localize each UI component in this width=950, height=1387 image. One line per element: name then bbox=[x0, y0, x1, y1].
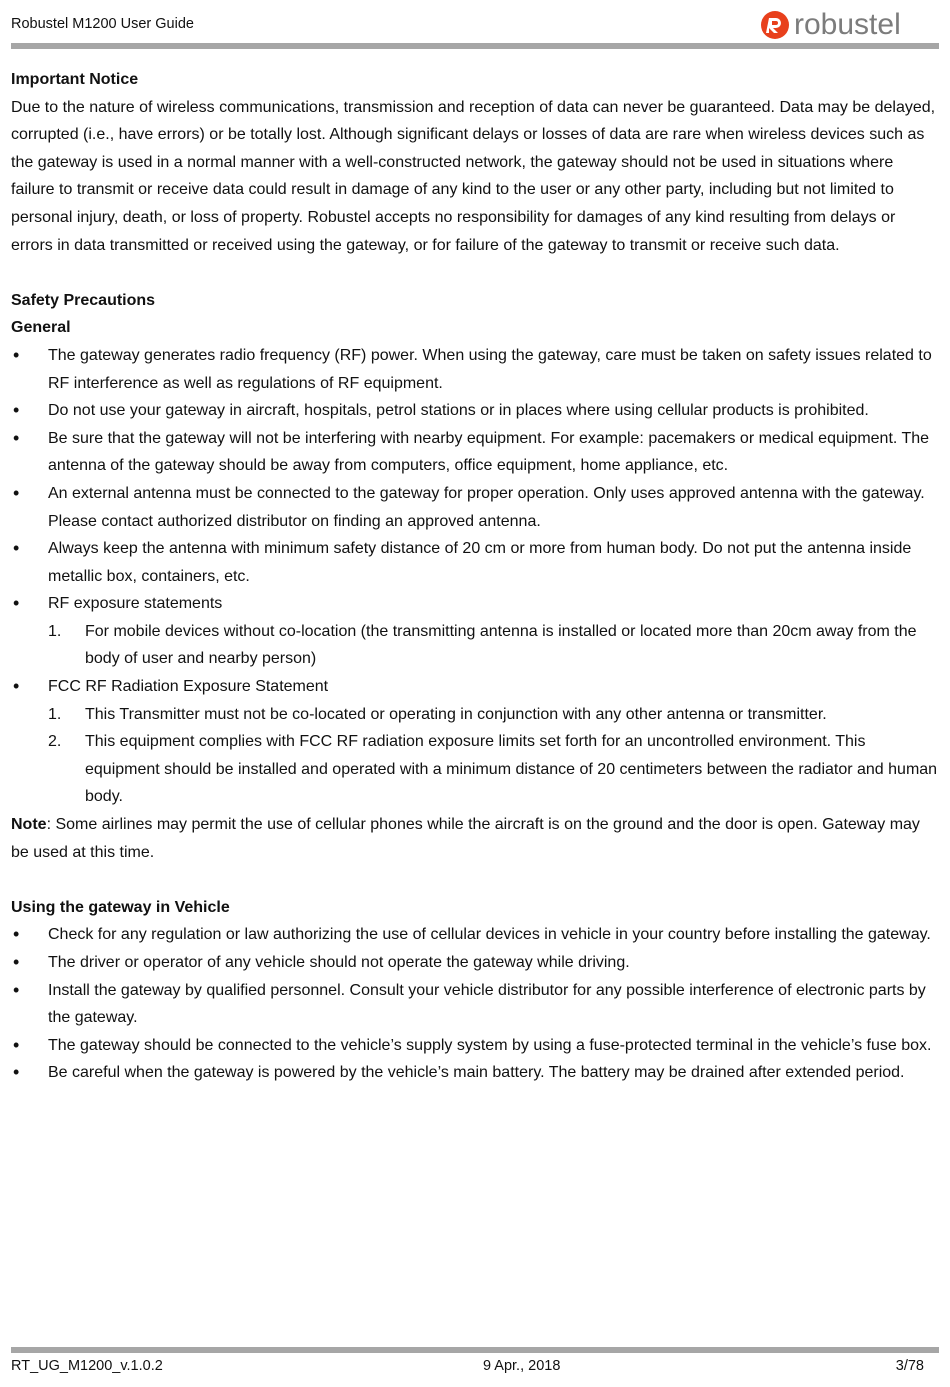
rf-exposure-heading: • RF exposure statements bbox=[48, 595, 223, 613]
important-notice-text: Due to the nature of wireless communications, transmission and reception of data can never be guaranteed. Data may be delayed, corrupted (i.e., have errors) or be totally lost. Although significant delays or losses of data are rare when wireless devices such as the gateway is used in a normal manner with a well-constructed network, the gateway should not be used in situations where failure to transmit or receive data could result in damage of any kind to the user or any other party, including but not limited to personal injury, death, or loss of property. Robustel accepts no responsibility for damages of any kind resulting from delays or errors in data transmitted or received using the gateway, or for failure of the gateway to transmit or receive such data. bbox=[11, 98, 936, 254]
fcc-statement-list bbox=[48, 701, 939, 811]
logo-text: robustel bbox=[794, 8, 901, 41]
footer-doc-id: RT_UG_M1200_v.1.0.2 bbox=[11, 1358, 163, 1374]
footer-date: 9 Apr., 2018 bbox=[483, 1358, 561, 1374]
general-subheading: General bbox=[11, 319, 71, 337]
safety-precautions-heading: Safety Precautions bbox=[11, 291, 156, 309]
robustel-logo bbox=[760, 8, 901, 42]
list-item: • The gateway generates radio frequency (RF) power. When using the gateway, care must be taken on safety issues related to RF interference as well as regulations of RF equipment. bbox=[11, 342, 939, 397]
fcc-statement-item bbox=[11, 673, 939, 811]
robustel-logo-icon bbox=[760, 10, 790, 40]
header-divider bbox=[11, 43, 939, 49]
rf-exposure-list bbox=[48, 618, 939, 673]
page-content bbox=[11, 66, 939, 1087]
important-notice-heading: Important Notice bbox=[11, 71, 139, 88]
list-item: • Be careful when the gateway is powered by the vehicle’s main battery. The battery may be drained after extended period. bbox=[11, 1059, 939, 1087]
list-item: 1. For mobile devices without co-location (the transmitting antenna is installed or located more than 20cm away from the body of user and nearby person) bbox=[48, 622, 917, 668]
vehicle-heading: Using the gateway in Vehicle bbox=[11, 898, 230, 916]
list-item: • Always keep the antenna with minimum safety distance of 20 cm or more from human body. Do not put the antenna inside metallic box, containers, etc. bbox=[11, 535, 939, 590]
list-item: • Check for any regulation or law authorizing the use of cellular devices in vehicle in your country before installing the gateway. bbox=[11, 921, 939, 949]
list-item: • The driver or operator of any vehicle should not operate the gateway while driving. bbox=[11, 949, 939, 977]
list-item: • An external antenna must be connected to the gateway for proper operation. Only uses approved antenna with the gateway. Please contact authorized distributor on finding an approved antenna. bbox=[11, 480, 939, 535]
list-item: 1. This Transmitter must not be co-located or operating in conjunction with any other antenna or transmitter. bbox=[48, 705, 827, 723]
list-item: • Be sure that the gateway will not be interfering with nearby equipment. For example: pacemakers or medical equipment. The antenna of the gateway should be away from computers, office equipment, home appliance, etc. bbox=[11, 425, 939, 480]
fcc-statement-heading: • FCC RF Radiation Exposure Statement bbox=[48, 678, 329, 696]
list-item: • Install the gateway by qualified personnel. Consult your vehicle distributor for any possible interference of electronic parts by the gateway. bbox=[11, 977, 939, 1032]
list-item: • Do not use your gateway in aircraft, hospitals, petrol stations or in places where using cellular products is prohibited. bbox=[11, 397, 939, 425]
general-bullet-list bbox=[11, 342, 939, 811]
footer-page-number: 3/78 bbox=[895, 1358, 924, 1374]
list-item: • The gateway should be connected to the vehicle’s supply system by using a fuse-protected terminal in the vehicle’s fuse box. bbox=[11, 1032, 939, 1060]
footer-divider bbox=[11, 1347, 939, 1353]
header-title: Robustel M1200 User Guide bbox=[11, 16, 194, 32]
vehicle-bullet-list bbox=[11, 921, 939, 1087]
note-text: : Some airlines may permit the use of cellular phones while the aircraft is on the ground and the door is open. Gateway may be used at this time. bbox=[11, 816, 920, 861]
list-item: 2. This equipment complies with FCC RF radiation exposure limits set forth for an uncontrolled environment. This equipment should be installed and operated with a minimum distance of 20 centimeters between the radiator and human body. bbox=[48, 733, 938, 806]
rf-exposure-item bbox=[11, 590, 939, 673]
note-label: Note bbox=[11, 816, 47, 834]
note-paragraph bbox=[11, 811, 939, 866]
